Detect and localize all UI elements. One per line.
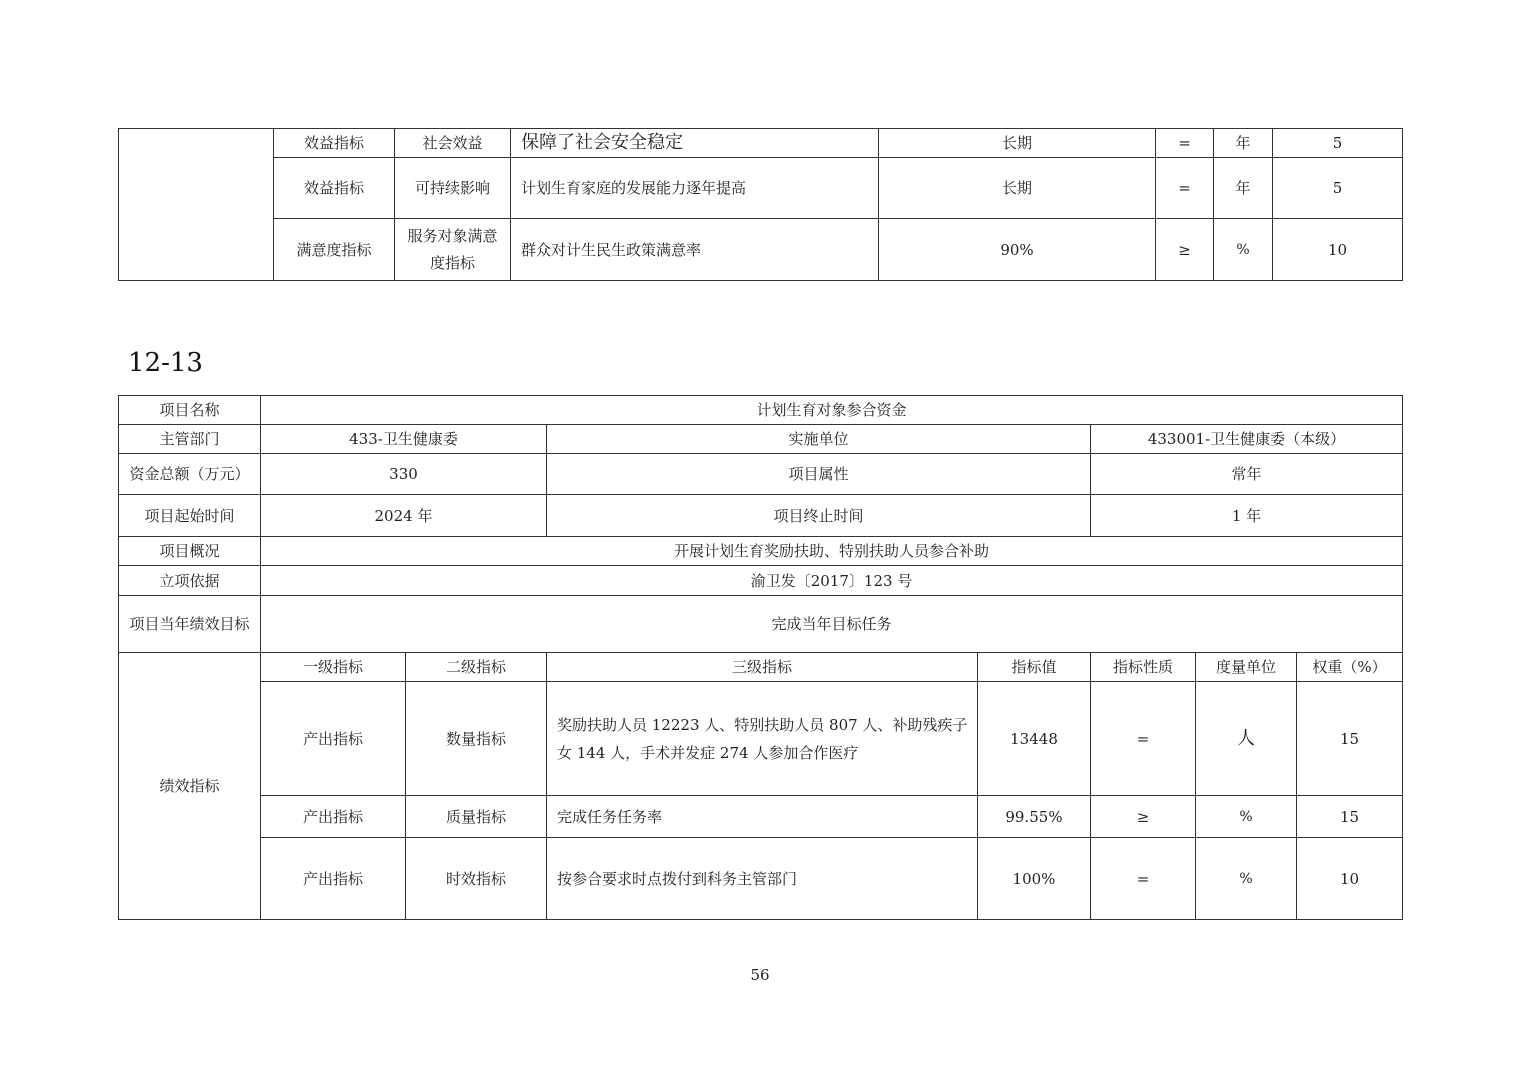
unit-cell: % xyxy=(1214,219,1273,281)
overview-label: 项目概况 xyxy=(119,537,261,566)
end-label: 项目终止时间 xyxy=(547,495,1091,537)
table-row xyxy=(119,396,1403,425)
header-level2: 二级指标 xyxy=(406,653,547,682)
attr-label: 项目属性 xyxy=(547,454,1091,495)
table-row xyxy=(119,129,1403,158)
level1-cell: 产出指标 xyxy=(261,796,406,838)
end-value: 1 年 xyxy=(1091,495,1403,537)
unit-cell: 人 xyxy=(1196,682,1297,796)
weight-cell: 10 xyxy=(1297,838,1403,920)
impl-label: 实施单位 xyxy=(547,425,1091,454)
level3-cell: 按参合要求时点拨付到科务主管部门 xyxy=(547,838,978,920)
perf-label: 绩效指标 xyxy=(119,653,261,920)
level1-cell: 产出指标 xyxy=(261,682,406,796)
level3-cell: 计划生育家庭的发展能力逐年提高 xyxy=(511,158,879,219)
header-nature: 指标性质 xyxy=(1091,653,1196,682)
unit-cell: 年 xyxy=(1214,158,1273,219)
basis-label: 立项依据 xyxy=(119,566,261,596)
basis-value: 渝卫发〔2017〕123 号 xyxy=(261,566,1403,596)
table-row xyxy=(119,566,1403,596)
table-row xyxy=(119,219,1403,281)
dept-value: 433-卫生健康委 xyxy=(261,425,547,454)
level2-cell: 社会效益 xyxy=(395,129,511,158)
header-value: 指标值 xyxy=(978,653,1091,682)
weight-cell: 15 xyxy=(1297,682,1403,796)
value-cell: 长期 xyxy=(879,158,1156,219)
table-row xyxy=(119,596,1403,653)
project-name-value: 计划生育对象参合资金 xyxy=(261,396,1403,425)
perf-header-row xyxy=(119,653,1403,682)
funds-label: 资金总额（万元） xyxy=(119,454,261,495)
weight-cell: 5 xyxy=(1273,158,1403,219)
value-cell: 长期 xyxy=(879,129,1156,158)
table-row xyxy=(119,537,1403,566)
level1-cell: 产出指标 xyxy=(261,838,406,920)
performance-continuation-table xyxy=(118,128,1403,281)
table-row xyxy=(119,838,1403,920)
level1-cell: 满意度指标 xyxy=(274,219,395,281)
overview-value: 开展计划生育奖励扶助、特别扶助人员参合补助 xyxy=(261,537,1403,566)
funds-value: 330 xyxy=(261,454,547,495)
impl-value: 433001-卫生健康委（本级） xyxy=(1091,425,1403,454)
table-row xyxy=(119,454,1403,495)
weight-cell: 5 xyxy=(1273,129,1403,158)
level2-cell: 时效指标 xyxy=(406,838,547,920)
table-row xyxy=(119,158,1403,219)
start-value: 2024 年 xyxy=(261,495,547,537)
weight-cell: 15 xyxy=(1297,796,1403,838)
nature-cell: = xyxy=(1156,129,1214,158)
goal-label: 项目当年绩效目标 xyxy=(119,596,261,653)
unit-cell: 年 xyxy=(1214,129,1273,158)
table-row xyxy=(119,682,1403,796)
weight-cell: 10 xyxy=(1273,219,1403,281)
header-weight: 权重（%） xyxy=(1297,653,1403,682)
value-cell: 13448 xyxy=(978,682,1091,796)
merged-blank-cell xyxy=(119,129,274,281)
nature-cell: = xyxy=(1091,682,1196,796)
level3-cell: 奖励扶助人员 12223 人、特别扶助人员 807 人、补助残疾子女 144 人，手术并发症 274 人参加合作医疗 xyxy=(547,682,978,796)
project-table xyxy=(118,395,1403,920)
unit-cell: % xyxy=(1196,838,1297,920)
table-row xyxy=(119,495,1403,537)
dept-label: 主管部门 xyxy=(119,425,261,454)
level3-cell: 群众对计生民生政策满意率 xyxy=(511,219,879,281)
level1-cell: 效益指标 xyxy=(274,158,395,219)
header-level3: 三级指标 xyxy=(547,653,978,682)
level3-cell: 保障了社会安全稳定 xyxy=(511,129,879,158)
value-cell: 99.55% xyxy=(978,796,1091,838)
level2-cell: 质量指标 xyxy=(406,796,547,838)
unit-cell: % xyxy=(1196,796,1297,838)
level1-cell: 效益指标 xyxy=(274,129,395,158)
level2-cell: 可持续影响 xyxy=(395,158,511,219)
level2-cell: 服务对象满意度指标 xyxy=(395,219,511,281)
nature-cell: ≥ xyxy=(1156,219,1214,281)
level2-cell: 数量指标 xyxy=(406,682,547,796)
value-cell: 100% xyxy=(978,838,1091,920)
header-level1: 一级指标 xyxy=(261,653,406,682)
section-title: 12-13 xyxy=(128,348,203,378)
value-cell: 90% xyxy=(879,219,1156,281)
start-label: 项目起始时间 xyxy=(119,495,261,537)
header-unit: 度量单位 xyxy=(1196,653,1297,682)
level3-cell: 完成任务任务率 xyxy=(547,796,978,838)
nature-cell: = xyxy=(1091,838,1196,920)
project-name-label: 项目名称 xyxy=(119,396,261,425)
nature-cell: ≥ xyxy=(1091,796,1196,838)
table-row xyxy=(119,425,1403,454)
nature-cell: = xyxy=(1156,158,1214,219)
goal-value: 完成当年目标任务 xyxy=(261,596,1403,653)
table-row xyxy=(119,796,1403,838)
attr-value: 常年 xyxy=(1091,454,1403,495)
page-number: 56 xyxy=(750,966,770,984)
